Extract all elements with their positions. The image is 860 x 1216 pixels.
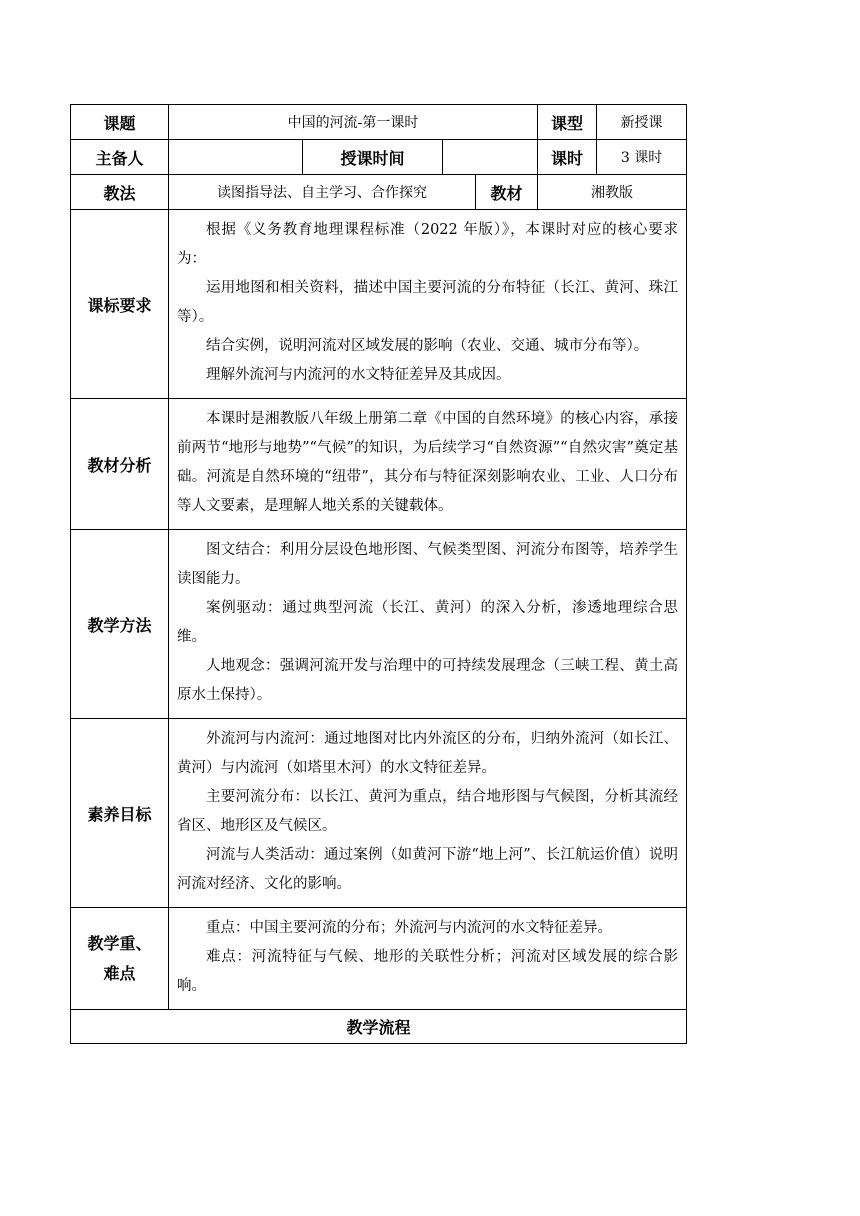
row-textbook-analysis <box>71 399 687 530</box>
key-difficult-points-label: 教学重、难点 <box>71 908 169 1010</box>
method-value: 读图指导法、自主学习、合作探究 <box>169 175 476 210</box>
lesson-plan-sheet <box>70 104 686 1044</box>
preparer-label: 主备人 <box>71 140 169 175</box>
row-teaching-methods <box>71 530 687 719</box>
row-preparer <box>71 140 687 175</box>
curriculum-standard-content <box>169 210 687 399</box>
hours-label: 课时 <box>538 140 597 175</box>
textbook-analysis-content <box>169 399 687 530</box>
row-topic <box>71 105 687 140</box>
preparer-value <box>169 140 303 175</box>
paragraph: 本课时是湘教版八年级上册第二章《中国的自然环境》的核心内容，承接前两节“地形与地势”“气候”的知识，为后续学习“自然资源”“自然灾害”奠定基础。河流是自然环境的“纽带”，其分布与特征深刻影响农业、工业、人口分布等人文要素，是理解人地关系的关键载体。 <box>177 411 679 514</box>
paragraph: 难点：河流特征与气候、地形的关联性分析；河流对区域发展的综合影响。 <box>177 949 679 994</box>
paragraph: 根据《义务教育地理课程标准（2022 年版）》，本课时对应的核心要求为： <box>177 222 679 267</box>
row-method <box>71 175 687 210</box>
paragraph: 案例驱动：通过典型河流（长江、黄河）的深入分析，渗透地理综合思维。 <box>177 600 679 645</box>
lesson-plan-table <box>70 104 687 1044</box>
teaching-methods-label: 教学方法 <box>71 530 169 719</box>
paragraph: 外流河与内流河：通过地图对比内外流区的分布，归纳外流河（如长江、黄河）与内流河（如塔里木河）的水文特征差异。 <box>177 731 679 776</box>
time-label: 授课时间 <box>303 140 443 175</box>
paragraph: 主要河流分布：以长江、黄河为重点，结合地形图与气候图，分析其流经省区、地形区及气候区。 <box>177 789 679 834</box>
textbook-value: 湘教版 <box>538 175 687 210</box>
row-key-difficult-points <box>71 908 687 1010</box>
teaching-methods-content <box>169 530 687 719</box>
paragraph: 重点：中国主要河流的分布；外流河与内流河的水文特征差异。 <box>206 920 612 936</box>
topic-value: 中国的河流-第一课时 <box>169 105 538 140</box>
type-value: 新授课 <box>597 105 687 140</box>
row-teaching-process <box>71 1010 687 1044</box>
row-literacy-goals <box>71 719 687 908</box>
paragraph: 河流与人类活动：通过案例（如黄河下游“地上河”、长江航运价值）说明河流对经济、文化的影响。 <box>177 847 679 892</box>
hours-value: 3 课时 <box>597 140 687 175</box>
textbook-label: 教材 <box>476 175 538 210</box>
type-label: 课型 <box>538 105 597 140</box>
paragraph: 结合实例，说明河流对区域发展的影响（农业、交通、城市分布等）。 <box>206 338 649 354</box>
topic-label: 课题 <box>71 105 169 140</box>
curriculum-standard-label: 课标要求 <box>71 210 169 399</box>
literacy-goals-label: 素养目标 <box>71 719 169 908</box>
teaching-process-title: 教学流程 <box>71 1010 687 1044</box>
method-label: 教法 <box>71 175 169 210</box>
row-curriculum-standard <box>71 210 687 399</box>
textbook-analysis-label: 教材分析 <box>71 399 169 530</box>
key-difficult-points-content <box>169 908 687 1010</box>
paragraph: 运用地图和相关资料，描述中国主要河流的分布特征（长江、黄河、珠江等）。 <box>177 280 679 325</box>
time-value <box>443 140 538 175</box>
paragraph: 图文结合：利用分层设色地形图、气候类型图、河流分布图等，培养学生读图能力。 <box>177 542 679 587</box>
literacy-goals-content <box>169 719 687 908</box>
paragraph: 人地观念：强调河流开发与治理中的可持续发展理念（三峡工程、黄土高原水土保持）。 <box>177 658 679 703</box>
paragraph: 理解外流河与内流河的水文特征差异及其成因。 <box>206 367 511 383</box>
